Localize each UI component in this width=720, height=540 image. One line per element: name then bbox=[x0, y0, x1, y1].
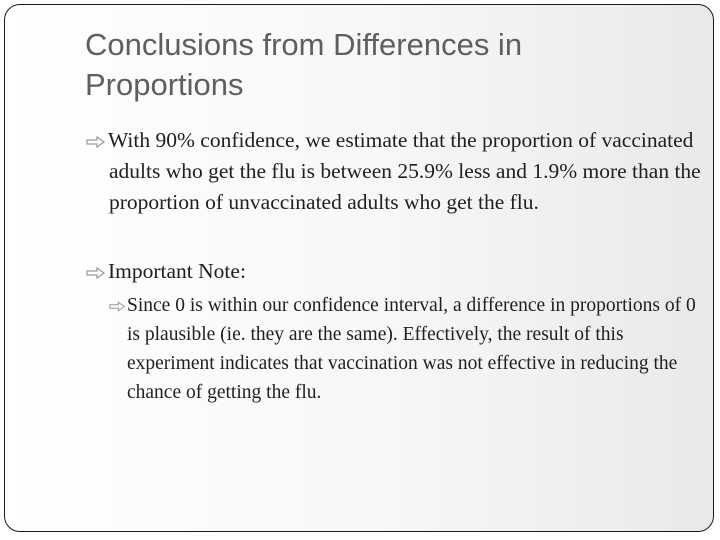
arrow-bullet-icon bbox=[86, 256, 108, 287]
slide bbox=[4, 4, 714, 532]
bullet-text: Important Note: bbox=[108, 259, 246, 283]
arrow-bullet-icon bbox=[86, 125, 108, 156]
sub-bullet-text: Since 0 is within our confidence interval, a difference in proportions of 0 is plausible (ie. they are the same). Effectively, the result of this experiment indicates that vaccination was not effective in reducing the chance of getting the flu. bbox=[127, 295, 696, 403]
slide-title: Conclusions from Differences in Proportions bbox=[85, 27, 523, 102]
sub-bullet-item bbox=[109, 291, 707, 407]
bullet-item bbox=[86, 256, 709, 287]
bullet-text: With 90% confidence, we estimate that the proportion of vaccinated adults who get the flu is between 25.9% less and 1.9% more than the proportion of unvaccinated adults who get the flu. bbox=[108, 128, 701, 214]
bullet-item bbox=[86, 125, 709, 218]
arrow-bullet-icon bbox=[109, 291, 127, 320]
